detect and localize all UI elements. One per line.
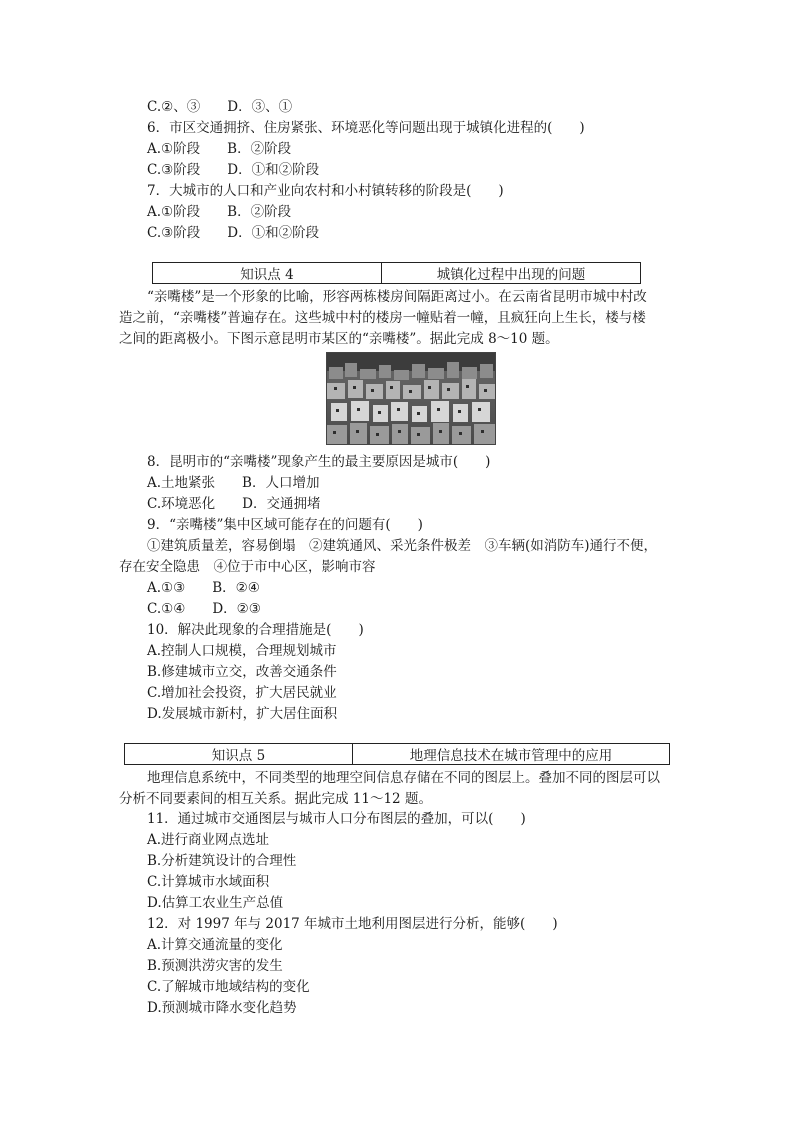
kp5-label: 知识点 5 (125, 744, 353, 765)
option-line: D.预测城市降水变化趋势 (147, 1000, 297, 1016)
option-line: C.计算城市水域面积 (147, 874, 270, 890)
kp4-title: 城镇化过程中出现的问题 (382, 263, 641, 284)
option-line: A.①阶段 B．②阶段 (147, 141, 292, 157)
option-line: A.进行商业网点选址 (147, 832, 270, 848)
option-line: A.土地紧张 B．人口增加 (147, 475, 320, 491)
question-11: 11．通过城市交通图层与城市人口分布图层的叠加，可以( ) (147, 811, 526, 827)
statement-line: 存在安全隐患 ④位于市中心区，影响市容 (119, 559, 376, 575)
statement-line: ①建筑质量差，容易倒塌 ②建筑通风、采光条件极差 ③车辆(如消防车)通行不便， (147, 538, 658, 554)
knowledge-point-5-header (124, 743, 670, 765)
option-line: C.环境恶化 D．交通拥堵 (147, 496, 321, 512)
question-12: 12．对 1997 年与 2017 年城市土地利用图层进行分析，能够( ) (147, 916, 558, 932)
kissing-buildings-photo (326, 352, 496, 445)
option-line: C.③阶段 D．①和②阶段 (147, 225, 320, 241)
option-line: C.了解城市地域结构的变化 (147, 979, 310, 995)
option-line: C.③阶段 D．①和②阶段 (147, 162, 320, 178)
kp5-title: 地理信息技术在城市管理中的应用 (353, 744, 670, 765)
option-line: D.发展城市新村，扩大居住面积 (147, 706, 338, 722)
option-line: D.估算工农业生产总值 (147, 895, 284, 911)
question-7: 7．大城市的人口和产业向农村和小村镇转移的阶段是( ) (147, 183, 504, 199)
option-line: C.②、③ D．③、① (147, 99, 293, 115)
question-8: 8．昆明市的“亲嘴楼”现象产生的最主要原因是城市( ) (147, 454, 491, 470)
knowledge-point-4-header (152, 262, 641, 284)
option-line: A.控制人口规模，合理规划城市 (147, 643, 337, 659)
intro4-line: “亲嘴楼”是一个形象的比喻，形容两栋楼房间隔距离过小。在云南省昆明市城中村改 (147, 289, 647, 305)
option-line: A.①③ B．②④ (147, 580, 260, 596)
intro5-line: 分析不同要素间的相互关系。据此完成 11～12 题。 (119, 791, 432, 807)
question-9: 9．“亲嘴楼”集中区域可能存在的问题有( ) (147, 517, 423, 533)
question-6: 6．市区交通拥挤、住房紧张、环境恶化等问题出现于城镇化进程的( ) (147, 120, 585, 136)
kp4-label: 知识点 4 (153, 263, 382, 284)
option-line: C.①④ D．②③ (147, 601, 261, 617)
option-line: B.分析建筑设计的合理性 (147, 853, 297, 869)
option-line: B.预测洪涝灾害的发生 (147, 958, 283, 974)
option-line: A.计算交通流量的变化 (147, 937, 283, 953)
intro4-line: 造之前，“亲嘴楼”普遍存在。这些城中村的楼房一幢贴着一幢，且疯狂向上生长，楼与楼 (119, 310, 646, 326)
intro4-line: 之间的距离极小。下图示意昆明市某区的“亲嘴楼”。据此完成 8～10 题。 (119, 331, 559, 347)
question-10: 10．解决此现象的合理措施是( ) (147, 622, 364, 638)
option-line: C.增加社会投资，扩大居民就业 (147, 685, 337, 701)
option-line: A.①阶段 B．②阶段 (147, 204, 292, 220)
intro5-line: 地理信息系统中，不同类型的地理空间信息存储在不同的图层上。叠加不同的图层可以 (147, 770, 660, 786)
option-line: B.修建城市立交，改善交通条件 (147, 664, 337, 680)
